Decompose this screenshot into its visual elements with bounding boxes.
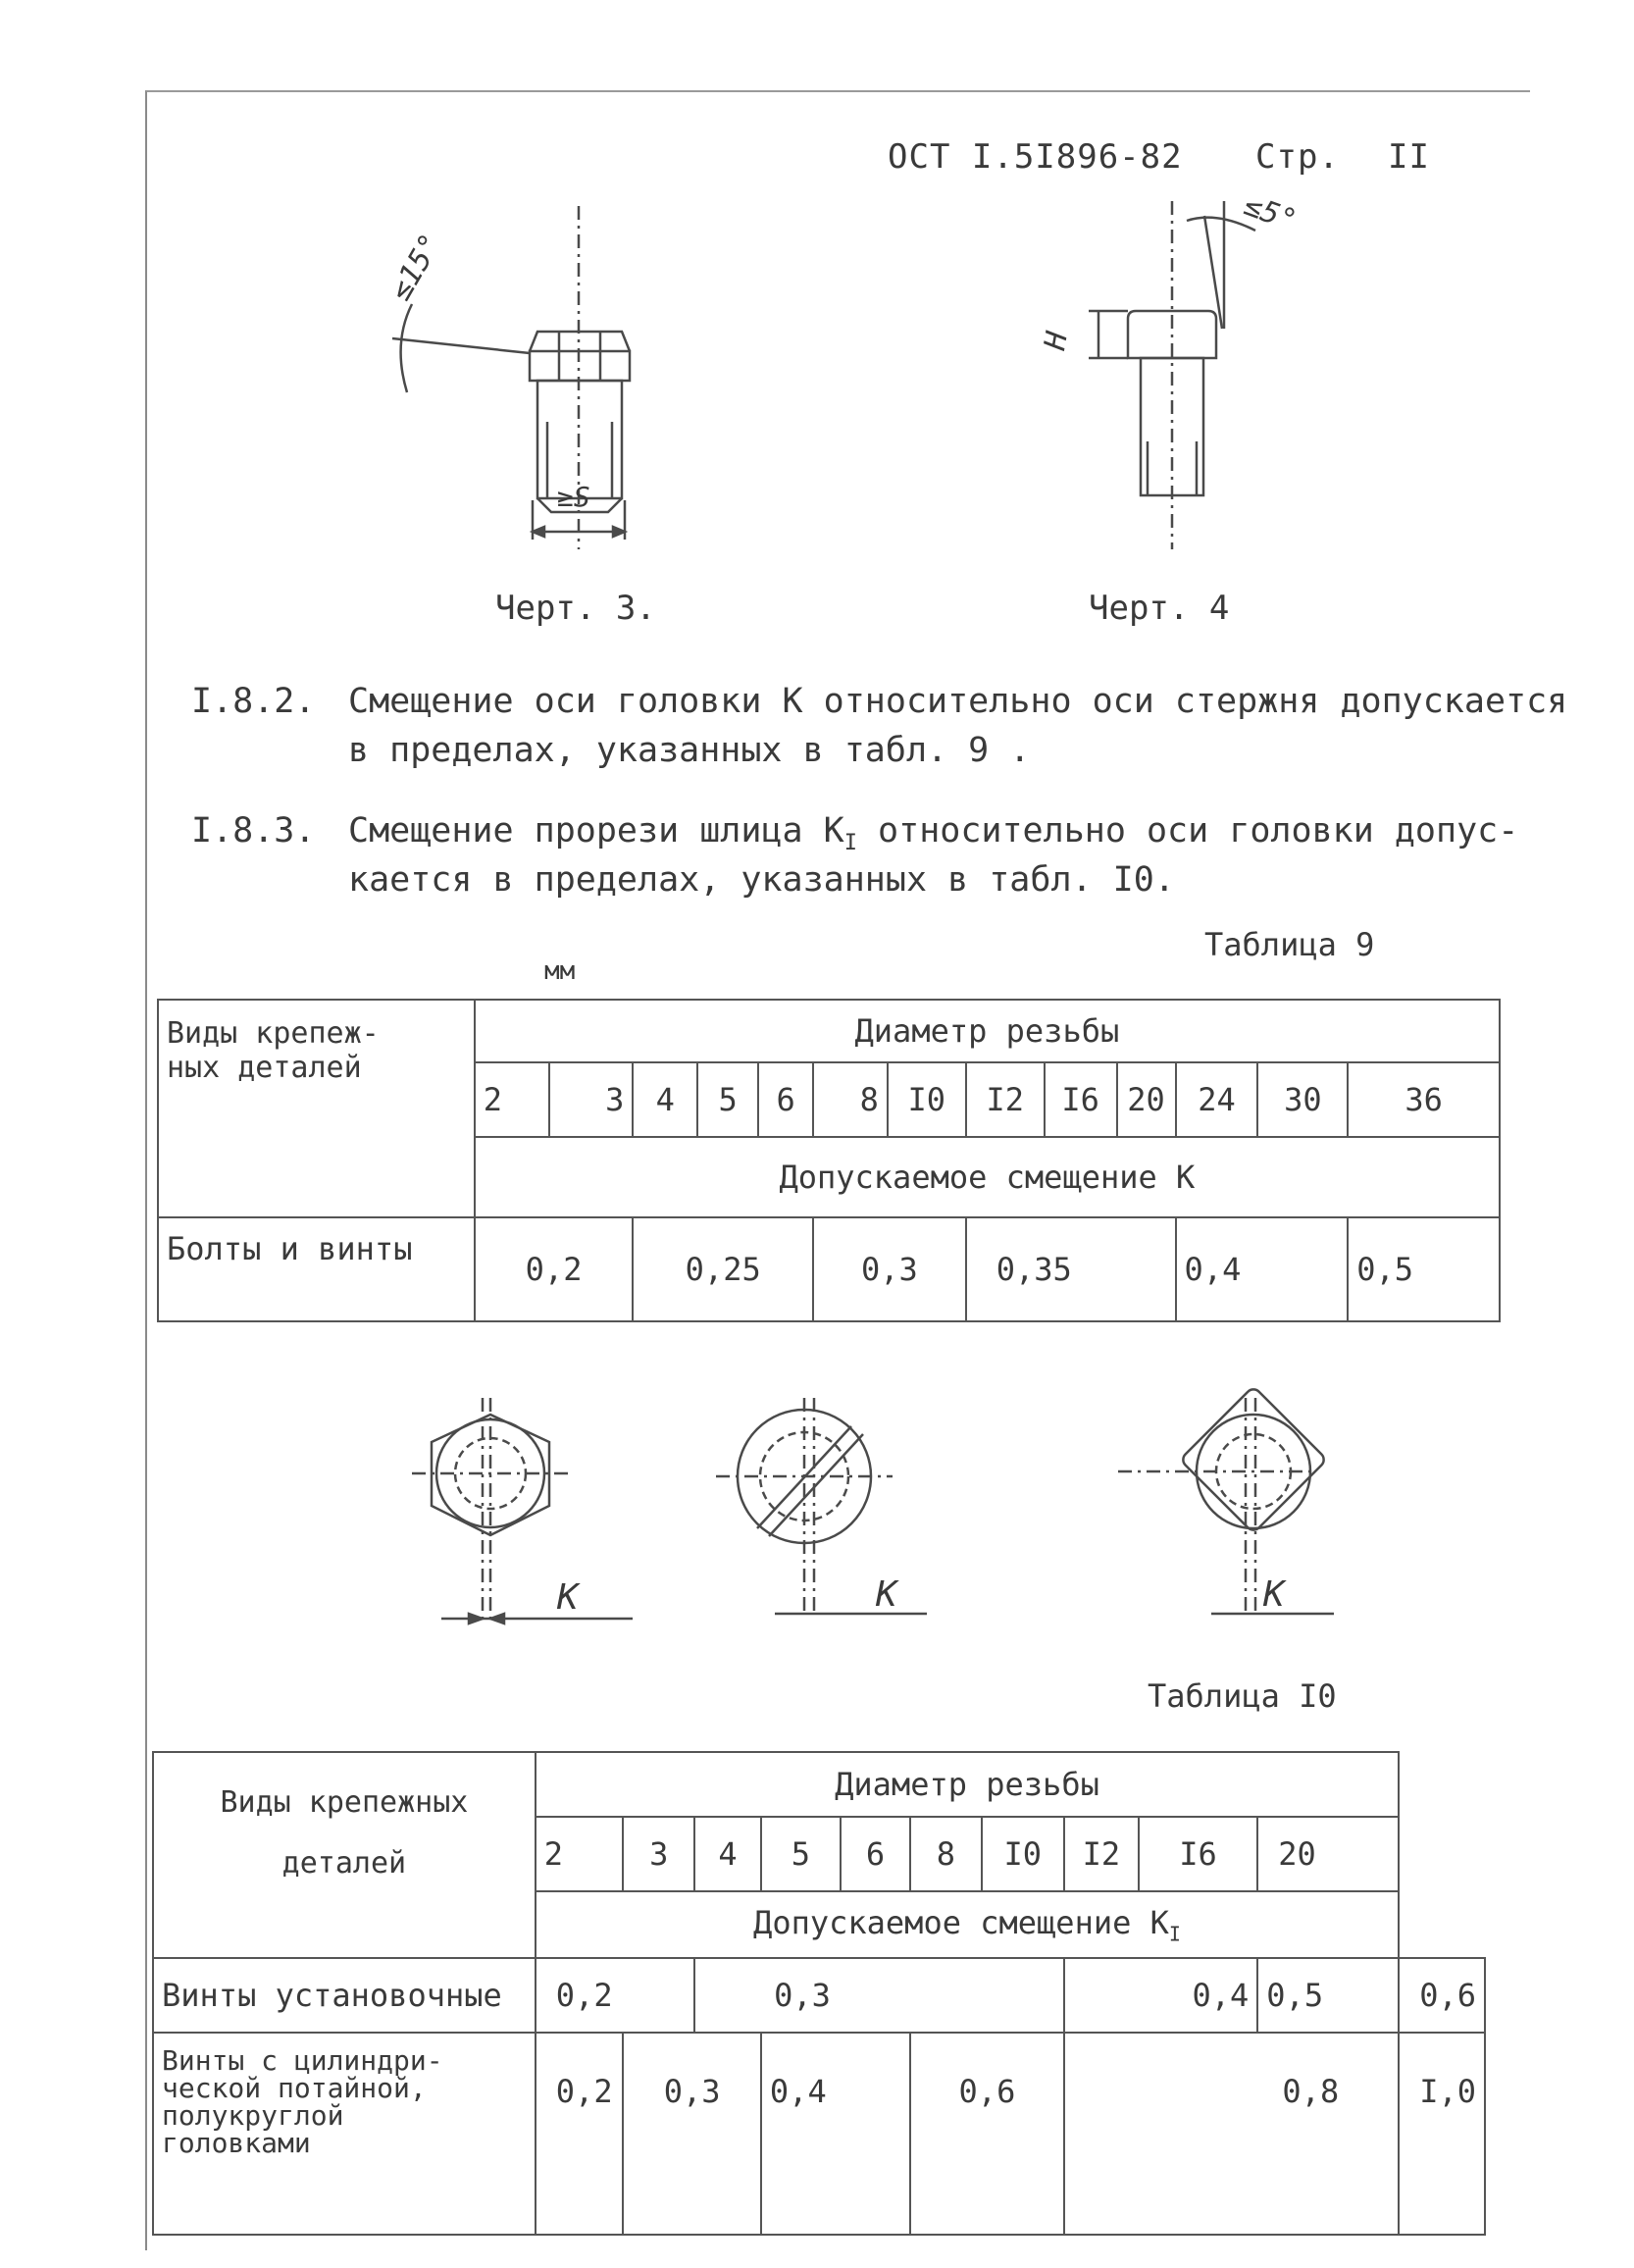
table10-value: I,0 xyxy=(1399,2033,1485,2235)
table9-diameter: I2 xyxy=(966,1062,1045,1137)
paragraph-line: в пределах, указанных в табл. 9 . xyxy=(348,731,1031,770)
table9-row-label: Болты и винты xyxy=(158,1217,475,1321)
fig4-angle-label: ≤5° xyxy=(1239,187,1302,239)
table10-value: 0,8 xyxy=(1064,2033,1399,2235)
table9-group-header: Диаметр резьбы xyxy=(475,1000,1500,1062)
table10 xyxy=(152,1751,1486,2236)
table10-value: 0,2 xyxy=(536,1958,694,2033)
fig4-height-label: H xyxy=(1038,329,1075,353)
table9-value: 0,3 xyxy=(813,1217,966,1321)
table10-diameter: 2 xyxy=(536,1817,624,1891)
paragraph-number: I.8.3. xyxy=(191,811,316,850)
table9-diameter: 6 xyxy=(758,1062,813,1137)
paragraph-line: Смещение оси головки К относительно оси стержня допускается xyxy=(348,682,1568,721)
fig3-caption: Черт. 3. xyxy=(495,589,656,628)
table10-diameter: 6 xyxy=(841,1817,910,1891)
table10-value: 0,4 xyxy=(1064,1958,1257,2033)
table10-diameter: 5 xyxy=(761,1817,841,1891)
table10-diameter: 20 xyxy=(1257,1817,1399,1891)
k-label-hex: K xyxy=(557,1577,579,1618)
table10-subheader-text: Допускаемое смещение К xyxy=(753,1903,1169,1941)
table10-value: 0,3 xyxy=(694,1958,1064,2033)
table9-value: 0,35 xyxy=(966,1217,1176,1321)
table10-value: 0,4 xyxy=(761,2033,910,2235)
standard-number: ОСТ I.5I896-82 xyxy=(888,137,1183,177)
paragraph-line-text: относительно оси головки допус- xyxy=(856,811,1519,850)
table9-unit: мм xyxy=(544,956,576,986)
table9-value: 0,5 xyxy=(1348,1217,1500,1321)
fig3-size-label: ≥S xyxy=(557,481,590,513)
table9 xyxy=(157,999,1501,1322)
fig4-caption: Черт. 4 xyxy=(1089,589,1230,628)
table9-diameter: 36 xyxy=(1348,1062,1500,1137)
table9-diameter: 30 xyxy=(1257,1062,1348,1137)
paragraph-line-text: Смещение прорези шлица К xyxy=(348,811,844,850)
table9-title: Таблица 9 xyxy=(1204,926,1375,963)
table10-value: 0,6 xyxy=(910,2033,1064,2235)
page-number: II xyxy=(1388,137,1430,177)
table10-diameter: 8 xyxy=(910,1817,982,1891)
table9-diameter: 3 xyxy=(549,1062,634,1137)
table9-diameter: I0 xyxy=(888,1062,966,1137)
k-label-square: K xyxy=(1263,1574,1285,1615)
table10-value: 0,2 xyxy=(536,2033,624,2235)
table10-row-label: Винты с цилиндри- ческой потайной, полукруглой головками xyxy=(153,2033,536,2235)
table9-diameter: 24 xyxy=(1176,1062,1258,1137)
table10-value: 0,5 xyxy=(1257,1958,1399,2033)
page-label: Стр. xyxy=(1255,137,1340,177)
table9-diameter: 8 xyxy=(813,1062,888,1137)
table10-subheader-subscript: I xyxy=(1168,1922,1181,1946)
paragraph-subscript: I xyxy=(843,831,857,855)
table10-diameter: I6 xyxy=(1139,1817,1257,1891)
table10-subheader xyxy=(536,1891,1399,1958)
table9-diameter: I6 xyxy=(1045,1062,1117,1137)
table10-diameter: 3 xyxy=(623,1817,694,1891)
table10-title: Таблица I0 xyxy=(1148,1677,1337,1715)
paragraph-1-8-2 xyxy=(191,677,1568,785)
table9-subheader: Допускаемое смещение К xyxy=(475,1137,1500,1217)
paragraph-1-8-3 xyxy=(191,806,1545,914)
table9-value: 0,25 xyxy=(633,1217,813,1321)
screw-drawing-fig4 xyxy=(1030,201,1324,554)
table9-diameter: 20 xyxy=(1117,1062,1176,1137)
head-offset-drawings xyxy=(392,1393,1334,1668)
table10-value: 0,6 xyxy=(1399,1958,1485,2033)
paragraph-number: I.8.2. xyxy=(191,682,316,721)
k-label-slotted: K xyxy=(876,1574,897,1615)
table10-group-header: Диаметр резьбы xyxy=(536,1752,1399,1817)
table10-diameter: I2 xyxy=(1064,1817,1139,1891)
table10-value: 0,3 xyxy=(623,2033,761,2235)
table9-value: 0,4 xyxy=(1176,1217,1349,1321)
paragraph-line: кается в пределах, указанных в табл. I0. xyxy=(348,860,1175,900)
table10-row-header: Виды крепежных деталей xyxy=(153,1752,536,1958)
table9-diameter: 5 xyxy=(697,1062,758,1137)
table9-row-header: Виды крепеж- ных деталей xyxy=(158,1000,475,1217)
table9-diameter: 2 xyxy=(475,1062,549,1137)
table10-diameter: I0 xyxy=(982,1817,1064,1891)
table10-diameter: 4 xyxy=(694,1817,761,1891)
table9-value: 0,2 xyxy=(475,1217,634,1321)
fig3-angle-label: ≤15° xyxy=(383,228,449,307)
table9-diameter: 4 xyxy=(633,1062,697,1137)
table10-row-label: Винты установочные xyxy=(153,1958,536,2033)
